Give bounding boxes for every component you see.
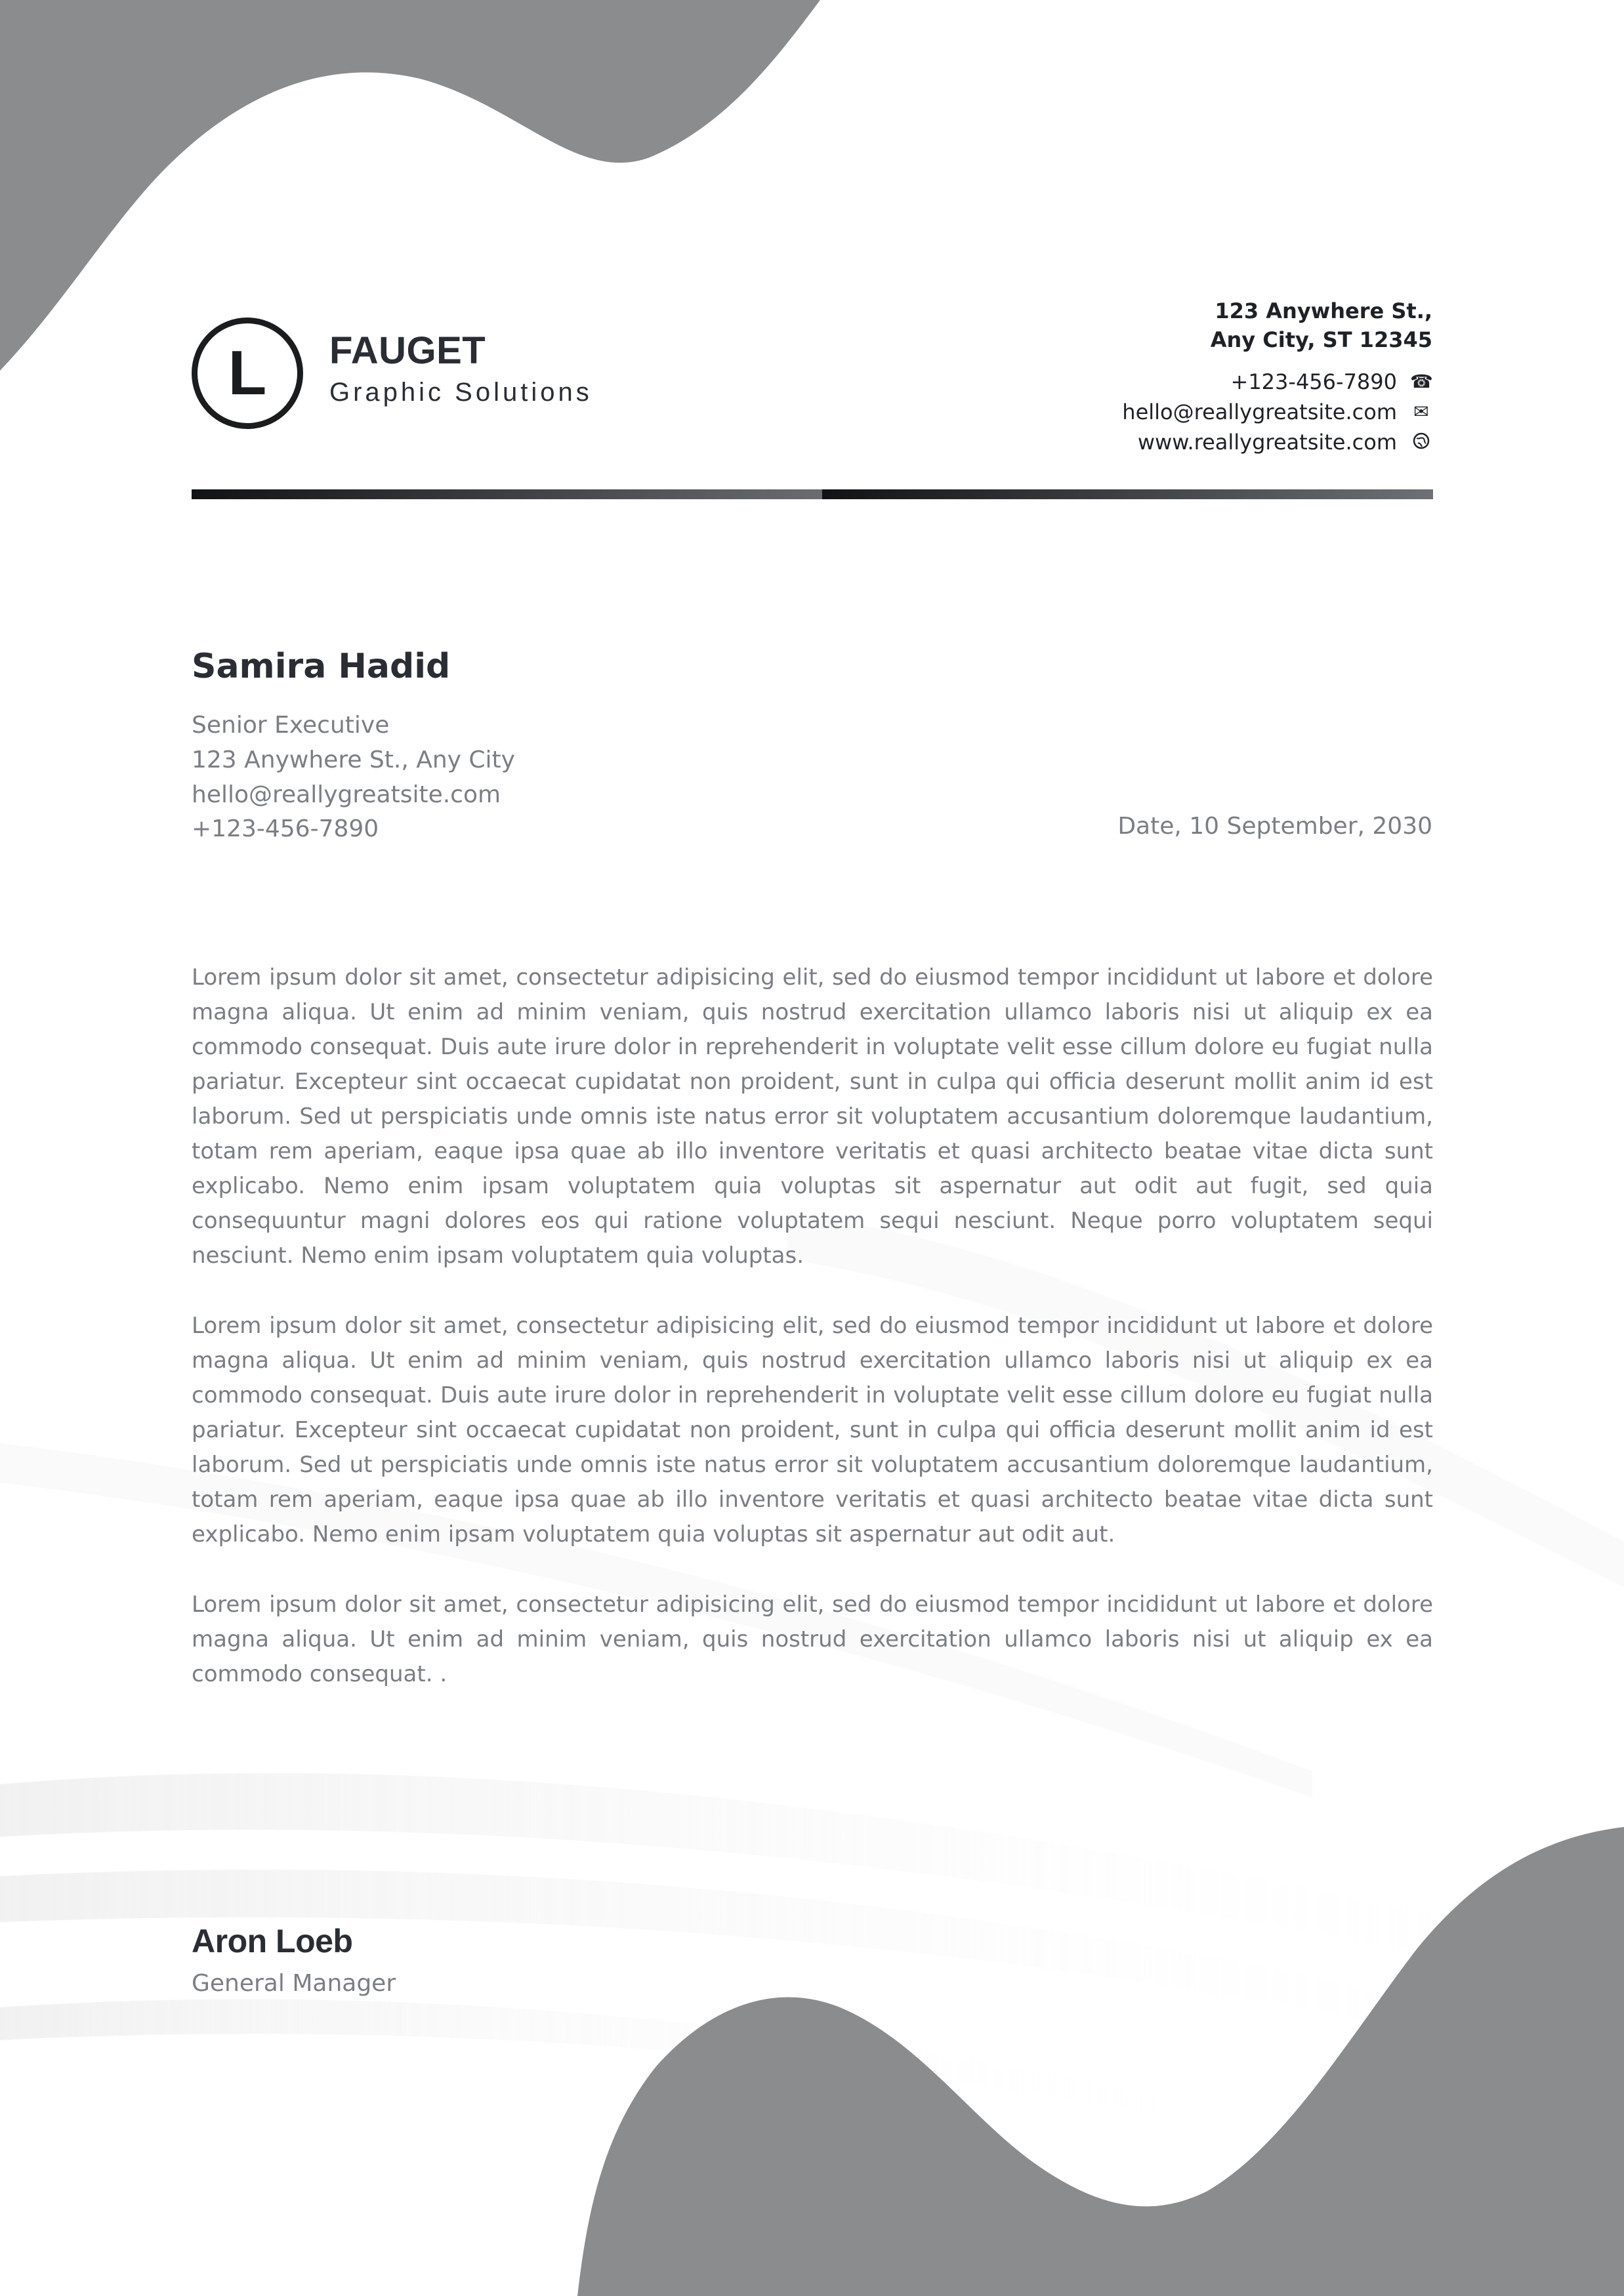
recipient-email: hello@reallygreatsite.com <box>192 781 501 808</box>
contact-phone-row <box>1231 371 1433 392</box>
phone-icon: ☎ <box>1410 371 1433 392</box>
signature-title: General Manager <box>192 1970 396 1997</box>
header-divider <box>192 489 1433 499</box>
body-paragraph-2: Lorem ipsum dolor sit amet, consectetur adipisicing elit, sed do eiusmod tempor incididunt ut labore et dolore magna aliqua. Ut enim ad minim veniam, quis nostrud exercitation ullamco laboris nisi ut aliquip ex ea commodo consequat. Duis aute irure dolor in reprehenderit in voluptate velit esse cillum dolore eu fugiat nulla pariatur. Excepteur sint occaecat cupidatat non proident, sunt in culpa qui officia deserunt mollit anim id est laborum. Sed ut perspiciatis unde omnis iste natus error sit voluptatem accusantium doloremque laudantium, totam rem aperiam, eaque ipsa quae ab illo inventore veritatis et quasi architecto beatae vitae dicta sunt explicabo. Nemo enim ipsam voluptatem quia voluptas sit aspernatur aut odit aut. <box>192 1313 1433 1548</box>
contact-phone: +123-456-7890 <box>1230 369 1397 394</box>
contact-website-row <box>1138 432 1432 453</box>
body-paragraph-3: Lorem ipsum dolor sit amet, consectetur adipisicing elit, sed do eiusmod tempor incididunt ut labore et dolore magna aliqua. Ut enim ad minim veniam, quis nostrud exercitation ullamco laboris nisi ut aliquip ex ea commodo consequat. . <box>192 1591 1433 1687</box>
signature-name: Aron Loeb <box>192 1923 353 1959</box>
contact-website: www.reallygreatsite.com <box>1137 430 1397 455</box>
recipient-title: Senior Executive <box>192 712 390 739</box>
logo-circle <box>192 318 303 429</box>
contact-email-row <box>1122 401 1432 422</box>
recipient-name: Samira Hadid <box>192 647 451 686</box>
letter-date: Date, 10 September, 2030 <box>1117 813 1432 840</box>
recipient-address: 123 Anywhere St., Any City <box>192 747 515 773</box>
recipient-phone: +123-456-7890 <box>192 815 379 842</box>
company-name: FAUGET <box>329 329 486 372</box>
envelope-icon: ✉ <box>1413 401 1429 422</box>
body-paragraph-1: Lorem ipsum dolor sit amet, consectetur adipisicing elit, sed do eiusmod tempor incididunt ut labore et dolore magna aliqua. Ut enim ad minim veniam, quis nostrud exercitation ullamco laboris nisi ut aliquip ex ea commodo consequat. Duis aute irure dolor in reprehenderit in voluptate velit esse cillum dolore eu fugiat nulla pariatur. Excepteur sint occaecat cupidatat non proident, sunt in culpa qui officia deserunt mollit anim id est laborum. Sed ut perspiciatis unde omnis iste natus error sit voluptatem accusantium doloremque laudantium, totam rem aperiam, eaque ipsa quae ab illo inventore veritatis et quasi architecto beatae vitae dicta sunt explicabo. Nemo enim ipsam voluptatem quia voluptas sit aspernatur aut odit aut fugit, sed quia consequuntur magni dolores eos qui ratione voluptatem sequi nesciunt. Neque porro voluptatem sequi nesciunt. Nemo enim ipsam voluptatem quia voluptas. <box>192 964 1433 1269</box>
logo-letter: L <box>228 338 267 408</box>
globe-icon <box>1410 432 1432 453</box>
company-address-line1: 123 Anywhere St., <box>1215 298 1432 323</box>
company-tagline: Graphic Solutions <box>329 378 593 407</box>
company-address-line2: Any City, ST 12345 <box>1210 327 1432 352</box>
contact-email: hello@reallygreatsite.com <box>1122 400 1397 424</box>
top-left-shape <box>0 0 820 371</box>
